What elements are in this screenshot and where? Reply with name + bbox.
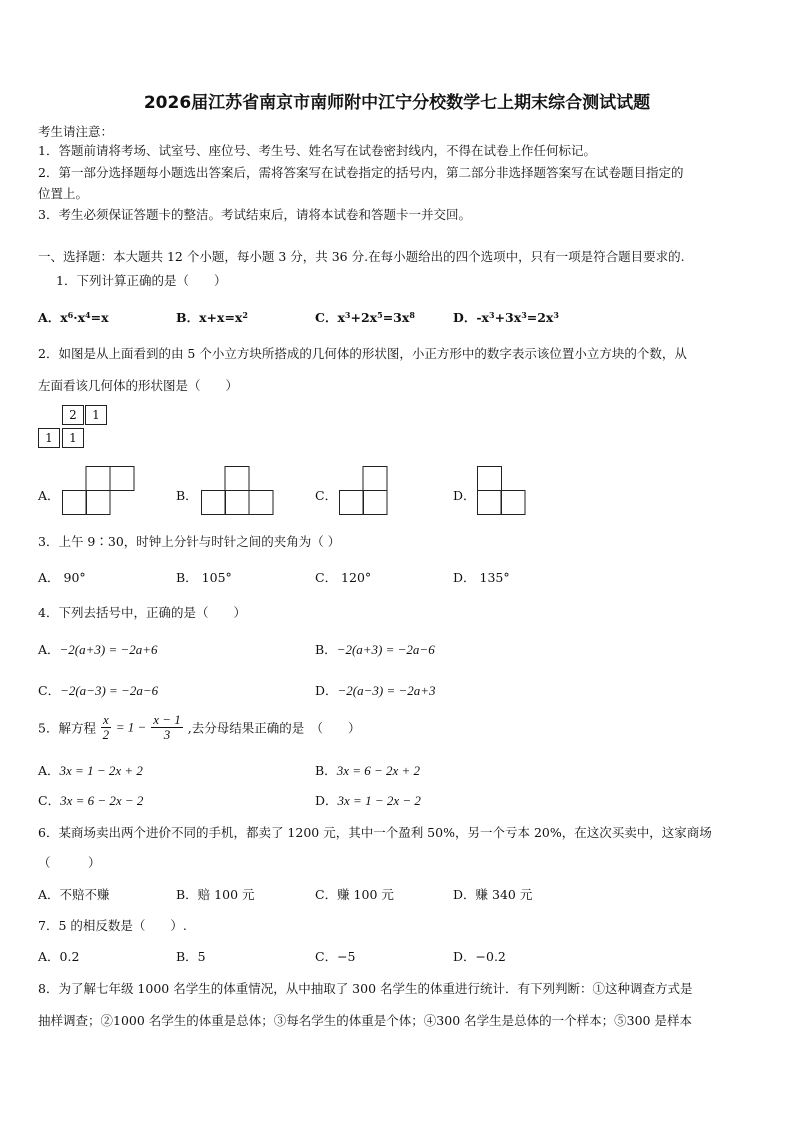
notice-item: 位置上。	[38, 186, 89, 201]
question-2-stem: 2．如图是从上面看到的由 5 个小立方块所搭成的几何体的形状图，小正方形中的数字表示该位置小立方块的个数，从	[38, 346, 687, 361]
q5-option-c: C．3x = 6 − 2x − 2	[38, 793, 144, 808]
question-6-stem: （ ）	[38, 855, 101, 870]
q2-option-c-figure	[339, 466, 389, 515]
question-7-stem: 7．5 的相反数是（ ）.	[38, 918, 187, 933]
q3-option-c: C． 120°	[315, 570, 372, 585]
q6-option-a: A．不赔不赚	[38, 887, 110, 902]
question-5-stem: 5．解方程 $\frac{x}{2}$ = 1 − $\frac{x - 1}{3}$ ,去分母结果正确的是 （ ）	[38, 712, 361, 742]
question-2-stem: 左面看该几何体的形状图是（ ）	[38, 378, 239, 393]
question-8-stem: 8．为了解七年级 1000 名学生的体重情况，从中抽取了 300 名学生的体重进行统计．有下列判断：①这种调查方式是	[38, 981, 693, 996]
question-6-stem: 6．某商场卖出两个进价不同的手机，都卖了 1200 元，其中一个盈利 50%，另一个亏本 20%，在这次买卖中，这家商场	[38, 825, 712, 840]
grid-cell: 2	[62, 405, 84, 425]
q7-option-d: D．−0.2	[453, 949, 506, 964]
q3-option-d: D． 135°	[453, 570, 510, 585]
q2-option-b-label: B．	[176, 488, 198, 503]
q5-option-b: B．3x = 6 − 2x + 2	[315, 763, 421, 778]
q3-option-b: B． 105°	[176, 570, 232, 585]
q2-option-a-label: A．	[38, 488, 60, 503]
notice-item: 1．答题前请将考场、试室号、座位号、考生号、姓名写在试卷密封线内，不得在试卷上作任何标记。	[38, 143, 596, 158]
q2-option-c-label: C．	[315, 488, 338, 503]
question-8-stem: 抽样调查；②1000 名学生的体重是总体；③每名学生的体重是个体；④300 名学生是总体的一个样本；⑤300 是样本	[38, 1013, 692, 1028]
q2-option-a-figure	[62, 466, 136, 515]
grid-cell: 1	[38, 428, 60, 448]
page-title: 2026届江苏省南京市南师附中江宁分校数学七上期末综合测试试题	[143, 93, 651, 113]
q1-option-b: B．$x+x=x^2$	[176, 310, 248, 325]
question-4-stem: 4．下列去括号中，正确的是（ ）	[38, 605, 246, 620]
fraction: $\frac{x - 1}{3}$	[153, 712, 181, 742]
q3-option-a: A． 90°	[38, 570, 86, 585]
q4-option-b: B．−2(a+3) = −2a−6	[315, 642, 435, 657]
q2-option-d-figure	[477, 466, 527, 515]
q5-option-d: D．3x = 1 − 2x − 2	[315, 793, 421, 808]
q6-option-c: C．赚 100 元	[315, 887, 394, 902]
grid-cell: 1	[62, 428, 84, 448]
notice-item: 2．第一部分选择题每小题选出答案后，需将答案写在试卷指定的括号内，第二部分非选择题答案写在试卷题目指定的	[38, 165, 684, 180]
q2-option-d-label: D．	[453, 488, 476, 503]
q1-option-c: C．$x^3+2x^5=3x^8$	[315, 310, 415, 325]
q6-option-b: B．赔 100 元	[176, 887, 255, 902]
q6-option-d: D．赚 340 元	[453, 887, 533, 902]
question-3-stem: 3．上午 9∶30，时钟上分针与时针之间的夹角为（ ）	[38, 534, 341, 549]
q7-option-c: C．−5	[315, 949, 356, 964]
q7-option-b: B．5	[176, 949, 206, 964]
q1-option-a: A．$x^6\cdot x^4=x$	[38, 310, 109, 325]
section-heading: 一、选择题：本大题共 12 个小题，每小题 3 分，共 36 分.在每小题给出的四个选项中，只有一项是符合题目要求的.	[38, 249, 685, 264]
q4-option-c: C．−2(a−3) = −2a−6	[38, 683, 159, 698]
notice-heading: 考生请注意：	[38, 124, 114, 139]
q4-option-d: D．−2(a−3) = −2a+3	[315, 683, 436, 698]
q1-option-d: D．$-x^3+3x^3=2x^3$	[453, 310, 559, 325]
q5-option-a: A．3x = 1 − 2x + 2	[38, 763, 143, 778]
q7-option-a: A．0.2	[38, 949, 80, 964]
grid-cell: 1	[85, 405, 107, 425]
fraction: $\frac{x}{2}$	[102, 712, 110, 742]
q4-option-a: A．−2(a+3) = −2a+6	[38, 642, 158, 657]
notice-item: 3．考生必须保证答题卡的整洁。考试结束后，请将本试卷和答题卡一并交回。	[38, 207, 471, 222]
q2-option-b-figure	[201, 466, 275, 515]
question-1-stem: 1．下列计算正确的是（ ）	[56, 273, 227, 288]
